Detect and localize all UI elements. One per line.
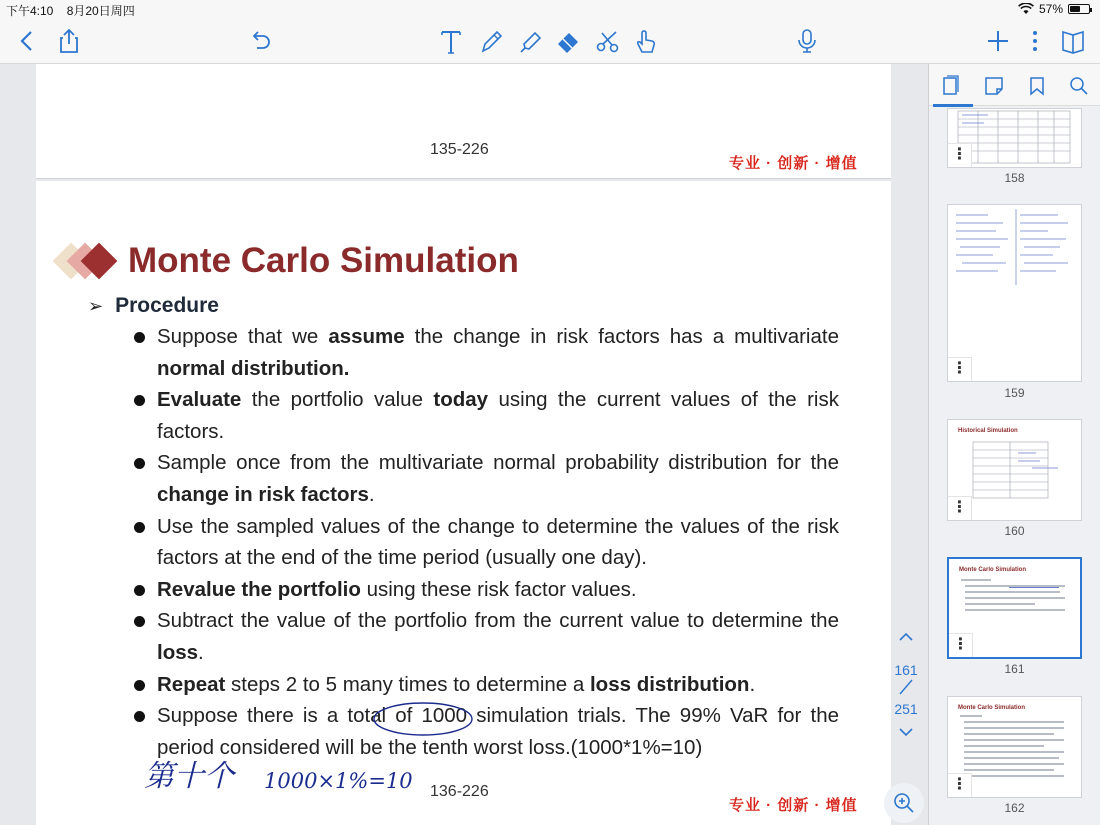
thumbnail-page-161[interactable] [947,557,1082,659]
bullet-item [134,447,839,510]
thumbnail-page-160[interactable] [947,419,1082,521]
text: Use the sampled values of the change to determine the values of the risk factors at the end of the time period (usually one day). [157,514,839,570]
chevron-down-icon[interactable] [896,725,916,739]
back-button[interactable] [10,24,44,58]
current-page [36,181,891,825]
bold-text: loss [157,640,199,664]
text-tool-icon [437,27,465,55]
text: . [749,672,756,696]
page-current: 161 [894,662,918,678]
ink-circle-annotation [371,698,481,740]
eraser-icon [554,27,582,55]
page-separator-icon [896,678,916,696]
bold-text: assume [328,325,405,348]
add-icon [984,27,1012,55]
text: the portfolio value [241,388,434,412]
bullet-item [134,700,839,763]
page-number-previous: 135-226 [430,141,489,158]
thumbnail-menu-button[interactable]: ⋮ [949,633,973,657]
page-number-current: 136-226 [430,783,489,800]
battery-icon [1068,4,1090,14]
share-button[interactable] [52,24,86,58]
highlighter-icon [516,27,544,55]
bullet-list [134,321,839,763]
page-navigator[interactable] [887,620,925,750]
text: . [198,640,204,664]
back-chevron-icon [13,27,41,55]
bold-text: Revalue the portfolio [157,577,361,601]
page-slogan: 专业 · 创新 · 增值 [729,155,858,172]
status-date: 8月20日周四 [66,4,135,18]
bullet-item [134,384,839,447]
side-tabs [929,64,1100,106]
thumbnail-menu-button[interactable]: ⋮ [948,357,972,381]
bold-text: Evaluate [157,388,242,412]
title-row [54,239,519,283]
bold-text: today [433,388,489,412]
thumbnail-panel[interactable] [928,64,1100,825]
thumbnail-menu-button[interactable]: ⋮ [948,773,972,797]
thumbnail-label: 162 [1004,801,1025,815]
bookmark-icon [1029,76,1045,96]
arrow-bullet-icon: ➢ [88,295,104,316]
slide-title: Monte Carlo Simulation [128,241,519,280]
undo-icon [246,27,274,55]
section-label: Procedure [115,294,219,317]
thumbnail-label: 159 [1004,386,1025,400]
more-vertical-icon [1021,27,1049,55]
wifi-icon [1018,3,1034,15]
section-heading [88,294,219,318]
bold-text: Repeat [157,672,226,696]
page-total: 251 [894,701,918,717]
ink-note-formula: 1000×1%=10 [264,769,413,793]
hand-tool-button[interactable] [629,24,663,58]
text: . [368,482,375,506]
bold-text: change in risk factors [157,482,369,506]
text: using these risk factor values. [360,577,637,601]
hand-pointer-icon [632,27,660,55]
bullet-item [134,669,839,701]
thumbnail-menu-button[interactable]: ⋮ [948,496,972,520]
annotations-icon [984,76,1004,96]
thumbnail-page-162[interactable] [947,696,1082,798]
document-viewer[interactable] [0,64,928,825]
bold-text: loss distribution [589,672,750,696]
title-diamonds-icon [54,239,120,283]
text: Suppose there is a total of 1000 simulation trials. The 99% VaR for the period considered will be the tenth worst loss.(1000*1%=10) [157,704,839,759]
pages-icon [941,75,961,97]
tab-pages[interactable] [937,72,965,100]
zoom-button[interactable] [884,783,924,823]
eraser-tool-button[interactable] [551,24,585,58]
chevron-up-icon[interactable] [896,630,916,644]
thumbnail-label: 161 [1004,662,1025,676]
text: using the current values of the risk factors. [157,388,839,443]
scissors-icon [594,27,622,55]
page-slogan: 专业 · 创新 · 增值 [729,797,858,814]
microphone-button[interactable] [790,24,824,58]
toolbar [0,18,1100,64]
thumbnail-page-159[interactable] [947,204,1082,382]
zoom-in-icon [892,791,916,815]
bullet-item [134,574,839,606]
text: steps 2 to 5 many times to determine a [225,672,590,696]
thumbnail-page-158[interactable] [947,108,1082,168]
bold-text: normal distribution. [157,356,350,380]
pen-icon [477,27,505,55]
pen-tool-button[interactable] [474,24,508,58]
highlighter-tool-button[interactable] [513,24,547,58]
book-icon [1059,27,1087,55]
share-icon [55,27,83,55]
thumbnail-handwriting-preview [948,205,1082,382]
battery-percent: 57% [1038,2,1063,16]
text: Suppose that we [157,325,329,348]
thumbnail-title: Historical Simulation [958,428,1018,434]
bullet-item [134,511,839,574]
search-icon [1069,76,1089,96]
status-bar [0,0,1100,18]
tab-search[interactable] [1065,72,1093,100]
thumbnail-menu-button[interactable]: ⋮ [948,143,972,167]
bullet-item [134,321,839,384]
text-tool-button[interactable] [434,24,468,58]
scissors-tool-button[interactable] [591,24,625,58]
microphone-icon [793,27,821,55]
text: Subtract the value of the portfolio from the current value to determine the [157,609,839,633]
thumbnail-label: 158 [1004,171,1025,185]
ink-note-left: 第十个 [144,759,234,794]
text: Sample once from the multivariate normal probability distribution for the [157,451,839,475]
bullet-item [134,605,839,668]
battery-level [1070,6,1080,12]
thumbnail-title: Monte Carlo Simulation [958,705,1026,711]
tab-annotations[interactable] [980,72,1008,100]
tab-bookmarks[interactable] [1023,72,1051,100]
thumbnail-title: Monte Carlo Simulation [959,567,1027,573]
undo-button[interactable] [243,24,277,58]
library-button[interactable] [1056,24,1090,58]
add-page-button[interactable] [981,24,1015,58]
thumbnail-label: 160 [1004,524,1025,538]
text: the change in risk factors has a multivariate [404,325,839,348]
status-time: 下午4:10 [6,4,54,18]
more-button[interactable] [1018,24,1052,58]
previous-page [36,64,891,179]
